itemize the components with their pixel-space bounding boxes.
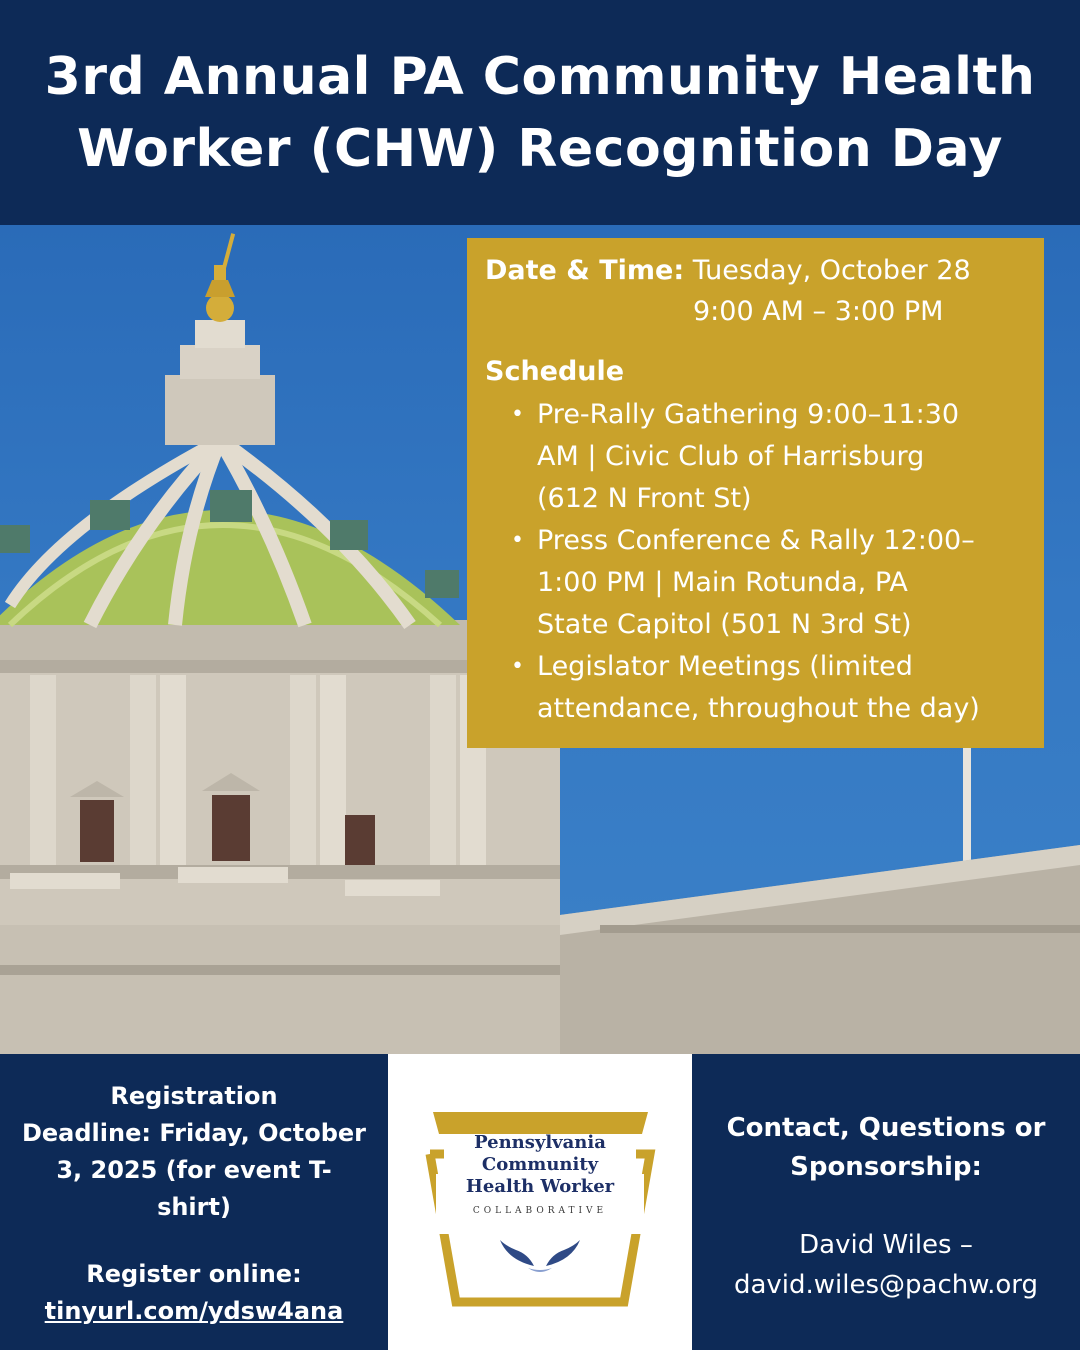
contact-details bbox=[692, 1225, 1080, 1305]
schedule-list bbox=[485, 394, 1026, 730]
hands-icon bbox=[388, 1054, 692, 1350]
schedule-item-pre-rally: • Pre-Rally Gathering 9:00–11:30 AM | Civic Club of Harrisburg (612 N Front St) bbox=[485, 394, 1026, 520]
date-time-row bbox=[485, 250, 1026, 291]
bullet-icon: • bbox=[511, 654, 524, 679]
contact-heading: Contact, Questions or Sponsorship: bbox=[726, 1113, 1046, 1182]
event-title-line1: 3rd Annual PA Community Health bbox=[44, 46, 1036, 107]
registration-panel bbox=[0, 1054, 388, 1350]
date-time-label: Date & Time: bbox=[485, 255, 685, 286]
registration-deadline: Registration Deadline: Friday, October 3, 2025 (for event T- shirt) bbox=[21, 1082, 367, 1221]
schedule-item-legislator-meetings: • Legislator Meetings (limited attendance, throughout the day) bbox=[485, 646, 1026, 730]
bullet-icon: • bbox=[511, 402, 524, 427]
register-online-label: Register online: bbox=[86, 1260, 302, 1288]
contact-email[interactable]: david.wiles@pachw.org bbox=[733, 1270, 1039, 1300]
bullet-icon: • bbox=[511, 528, 524, 553]
event-title bbox=[45, 41, 1036, 185]
logo-line-community: Community bbox=[481, 1154, 599, 1175]
schedule-heading: Schedule bbox=[485, 356, 625, 387]
event-title-line2: Worker (CHW) Recognition Day bbox=[77, 118, 1003, 179]
event-time: 9:00 AM – 3:00 PM bbox=[693, 296, 944, 327]
event-header bbox=[0, 0, 1080, 225]
contact-panel bbox=[692, 1054, 1080, 1350]
logo-line-health-worker: Health Worker bbox=[465, 1176, 615, 1197]
logo-line-collaborative: COLLABORATIVE bbox=[472, 1206, 608, 1216]
registration-link[interactable]: tinyurl.com/ydsw4ana bbox=[44, 1297, 344, 1325]
schedule-item-press-conference: • Press Conference & Rally 12:00– 1:00 PM | Main Rotunda, PA State Capitol (501 N 3rd St) bbox=[485, 520, 1026, 646]
contact-name: David Wiles – bbox=[799, 1230, 973, 1260]
pachw-logo-panel bbox=[388, 1054, 692, 1350]
event-date: Tuesday, October 28 bbox=[692, 255, 971, 286]
logo-line-pennsylvania: Pennsylvania bbox=[474, 1132, 606, 1153]
event-info-box bbox=[467, 238, 1044, 748]
